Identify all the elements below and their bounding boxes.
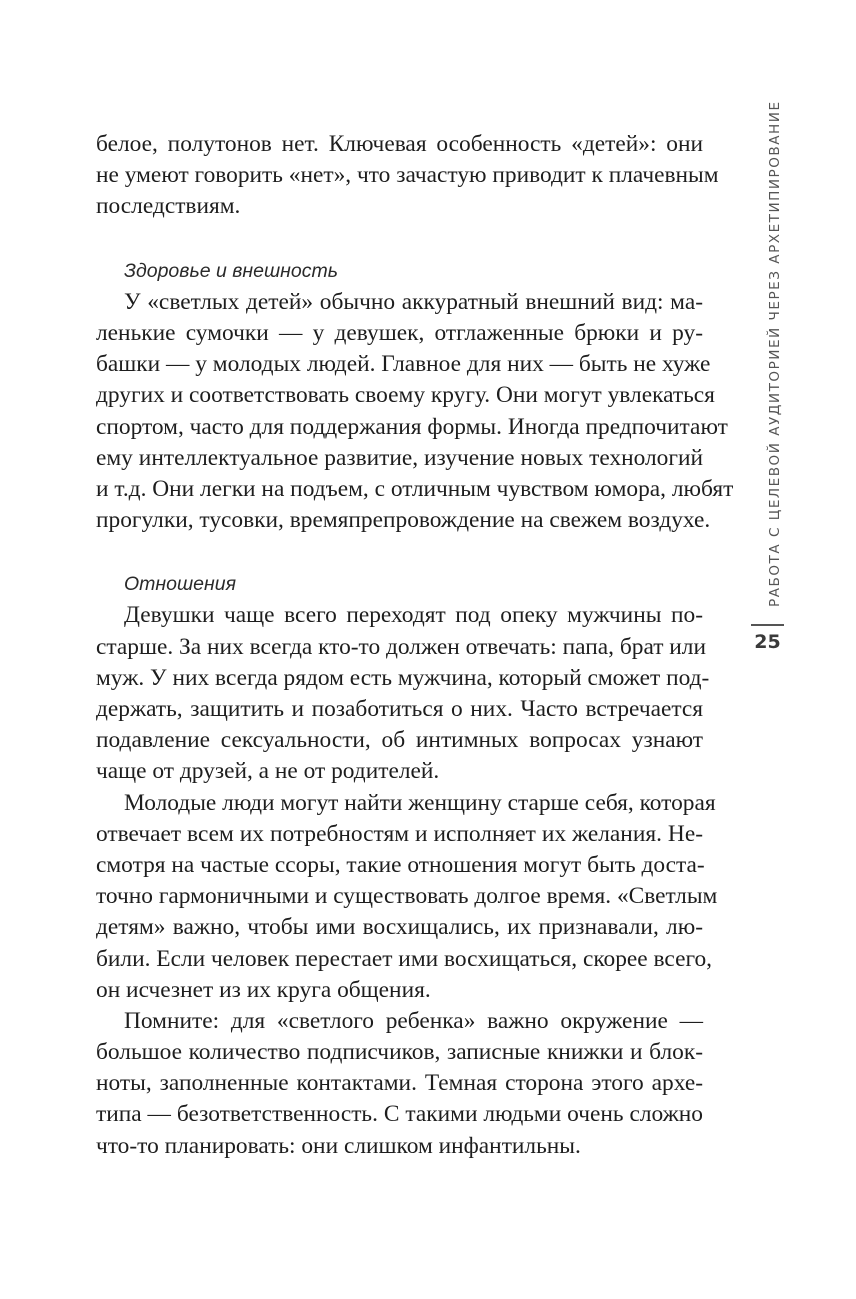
text-line: точно гармоничными и существовать долгое время. «Светлым <box>96 883 718 910</box>
text-line: он исчезнет из их круга общения. <box>96 976 431 1003</box>
section-heading-relations: Отношения <box>124 573 237 596</box>
text-line: большое количество подписчиков, записные книжки и блок- <box>96 1039 703 1066</box>
text-line: и т.д. Они легки на подъем, с отличным чувством юмора, любят <box>96 475 734 502</box>
text-line: типа — безответственность. С такими людьми очень сложно <box>96 1101 703 1128</box>
text-line: Помните: для «светлого ребенка» важно окружение — <box>124 1007 703 1034</box>
text-line: били. Если человек перестает ими восхищаться, скорее всего, <box>96 945 713 972</box>
health-paragraph <box>96 287 734 537</box>
text-line: смотря на частые ссоры, такие отношения могут быть доста- <box>96 851 705 878</box>
section-spacer <box>96 223 703 256</box>
page-number-rule <box>751 624 784 626</box>
relations-paragraph-2 <box>96 788 718 1006</box>
running-head-text: РАБОТА С ЦЕЛЕВОЙ АУДИТОРИЕЙ ЧЕРЕЗ АРХЕТИПИРОВАНИЕ <box>767 100 783 607</box>
text-line: ему интеллектуальное развитие, изучение новых технологий <box>96 444 703 471</box>
text-line: ноты, заполненные контактами. Темная сторона этого архе- <box>96 1070 703 1097</box>
relations-paragraph-1 <box>96 600 710 787</box>
text-line: детям» важно, чтобы ими восхищались, их признавали, лю- <box>96 914 703 941</box>
text-line: ленькие сумочки — у девушек, отглаженные брюки и ру- <box>96 319 703 346</box>
text-line: муж. У них всегда рядом есть мужчина, который сможет под- <box>96 664 710 691</box>
page-number: 25 <box>754 631 781 653</box>
text-line: У «светлых детей» обычно аккуратный внешний вид: ма- <box>124 288 703 315</box>
text-line: Девушки чаще всего переходят под опеку мужчины по- <box>124 602 703 629</box>
text-line: других и соответствовать своему кругу. Они могут увлекаться <box>96 382 715 409</box>
section-heading-health: Здоровье и внешность <box>124 259 339 282</box>
body-text <box>96 129 734 1162</box>
text-line: отвечает всем их потребностям и исполняет их желания. Не- <box>96 820 703 847</box>
text-line: Молодые люди могут найти женщину старше себя, которая <box>124 789 716 816</box>
text-line: что-то планировать: они слишком инфантильны. <box>96 1132 581 1159</box>
text-line: старше. За них всегда кто-то должен отвечать: папа, брат или <box>96 633 706 660</box>
text-line: спортом, часто для поддержания формы. Иногда предпочитают <box>96 413 728 440</box>
running-head <box>757 100 793 607</box>
intro-paragraph <box>96 129 719 223</box>
text-line: прогулки, тусовки, времяпрепровождение на свежем воздухе. <box>96 507 711 534</box>
text-line: не умеют говорить «нет», что зачастую приводит к плачевным <box>96 162 719 189</box>
text-line: подавление сексуальности, об интимных вопросах узнают <box>96 727 703 754</box>
section-spacer <box>96 536 703 569</box>
text-line: последствиям. <box>96 193 241 220</box>
text-line: башки — у молодых людей. Главное для них — быть не хуже <box>96 351 711 378</box>
relations-paragraph-3 <box>96 1006 703 1162</box>
text-line: белое, полутонов нет. Ключевая особенность «детей»: они <box>96 131 703 157</box>
text-line: держать, защитить и позаботиться о них. Часто встречается <box>96 696 703 722</box>
text-line: чаще от друзей, а не от родителей. <box>96 758 440 785</box>
